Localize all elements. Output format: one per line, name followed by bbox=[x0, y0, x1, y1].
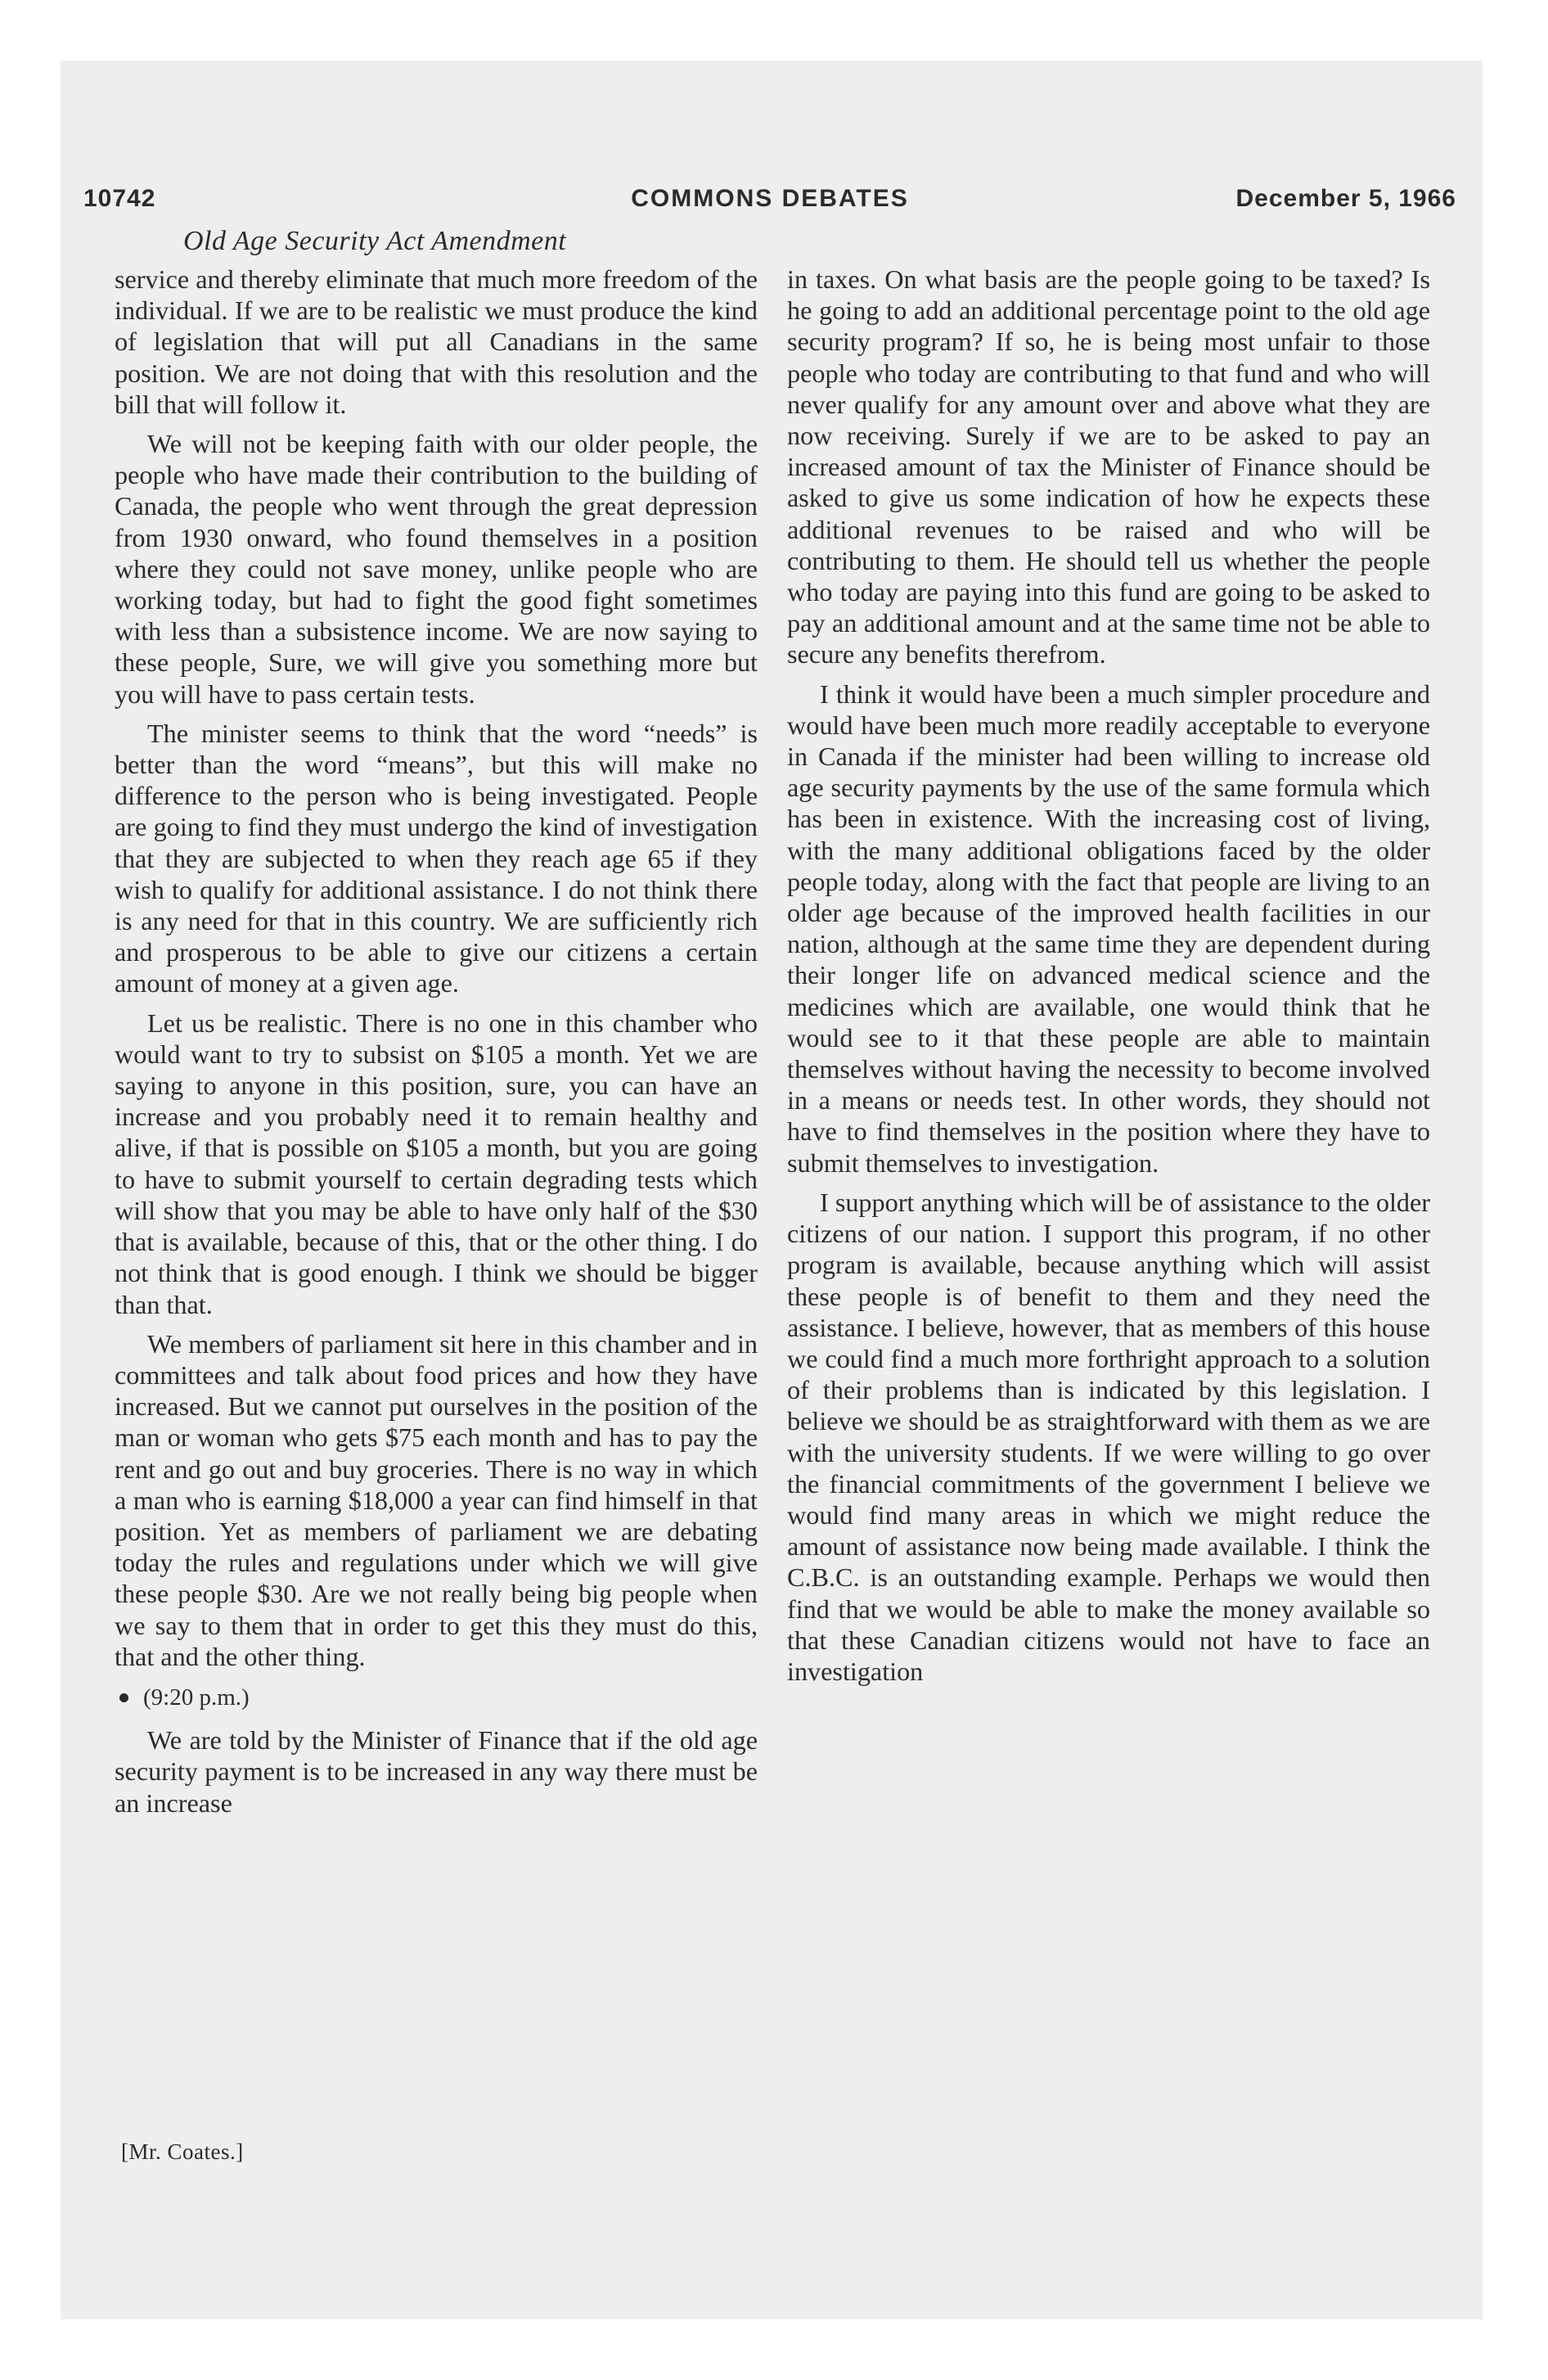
paragraph: We members of parliament sit here in this chamber and in committees and talk about food prices and how they have increased. But we cannot put ourselves in the position of the man or woman who gets $75 each month and has to pay the rent and go out and buy groceries. There is no way in which a man who is earning $18,000 a year can find himself in that position. Yet as members of parliament we are debating today the rules and regulations under which we will give these people $30. Are we not really being big people when we say to them that in order to get this they must do this, that and the other thing. bbox=[115, 1328, 758, 1671]
journal-title: COMMONS DEBATES bbox=[631, 185, 909, 212]
paragraph: Let us be realistic. There is no one in this chamber who would want to try to subsist on $105 a month. Yet we are saying to anyone in this position, sure, you can have an increase and you probably need it to remain healthy and alive, if that is possible on $105 a month, but you are going to have to submit yourself to certain degrading tests which will show that you may be able to have only half of the $30 that is available, because of this, that or the other thing. I do not think that is good enough. I think we should be bigger than that. bbox=[115, 1007, 758, 1319]
paragraph: in taxes. On what basis are the people going to be taxed? Is he going to add an additional percentage point to the old age security program? If so, he is being most unfair to those people who today are contributing to that fund and who will never qualify for any amount over and above what they are now receiving. Surely if we are to be asked to pay an increased amount of tax the Minister of Finance should be asked to give us some indication of how he expects these additional revenues to be raised and who will be contributing to them. He should tell us whether the people who today are paying into this fund are going to be asked to pay an additional amount and at the same time not be able to secure any benefits therefrom. bbox=[787, 264, 1430, 669]
paragraph: I think it would have been a much simpler procedure and would have been much more readily acceptable to everyone in Canada if the minister had been willing to increase old age security payments by the use of the same formula which has been in existence. With the increasing cost of living, with the many additional obligations faced by the older people today, along with the fact that people are living to an older age because of the improved health facilities in our nation, although at the same time they are dependent during their longer life on advanced medical science and the medicines which are available, one would think that he would see to it that these people are able to maintain themselves without having the necessity to become involved in a means or needs test. In other words, they should not have to find themselves in the position where they have to submit themselves to investigation. bbox=[787, 678, 1430, 1178]
paragraph: The minister seems to think that the word “needs” is better than the word “means”, but this will make no difference to the person who is being investigated. People are going to find they must undergo the kind of investigation that they are subjected to when they reach age 65 if they wish to qualify for additional assistance. I do not think there is any need for that in this country. We are sufficiently rich and prosperous to be able to give our citizens a certain amount of money at a given age. bbox=[115, 718, 758, 998]
paragraph: service and thereby eliminate that much more freedom of the individual. If we are to be realistic we must produce the kind of legislation that will put all Canadians in the same position. We are not doing that with this resolution and the bill that will follow it. bbox=[115, 264, 758, 419]
issue-date: December 5, 1966 bbox=[1235, 185, 1456, 212]
section-heading: Old Age Security Act Amendment bbox=[183, 226, 567, 256]
page-number: 10742 bbox=[83, 185, 156, 212]
bullet-icon bbox=[119, 1693, 128, 1702]
page-header bbox=[83, 185, 1456, 224]
time-stamp-text: (9:20 p.m.) bbox=[143, 1684, 250, 1711]
speaker-attribution: [Mr. Coates.] bbox=[121, 2139, 244, 2164]
left-column bbox=[115, 264, 758, 1819]
paragraph: We will not be keeping faith with our older people, the people who have made their contribution to the building of Canada, the people who went through the great depression from 1930 onward, who found themselves in a position where they could not save money, unlike people who are working today, but had to fight the good fight sometimes with less than a subsistence income. We are now saying to these people, Sure, we will give you something more but you will have to pass certain tests. bbox=[115, 429, 758, 709]
time-stamp bbox=[115, 1682, 758, 1713]
paragraph: We are told by the Minister of Finance that if the old age security payment is to be increased in any way there must be an increase bbox=[115, 1725, 758, 1818]
right-column bbox=[787, 264, 1430, 1687]
paragraph: I support anything which will be of assistance to the older citizens of our nation. I support this program, if no other program is available, because anything which will assist these people is of benefit to them and they need the assistance. I believe, however, that as members of this house we could find a much more forthright approach to a solution of their problems than is indicated by this legislation. I believe we should be as straightforward with them as we are with the university students. If we were willing to go over the financial commitments of the government I believe we would find many areas in which we might reduce the amount of assistance now being made available. I think the C.B.C. is an outstanding example. Perhaps we would then find that we would be able to make the money available so that these Canadian citizens would not have to face an investigation bbox=[787, 1187, 1430, 1686]
